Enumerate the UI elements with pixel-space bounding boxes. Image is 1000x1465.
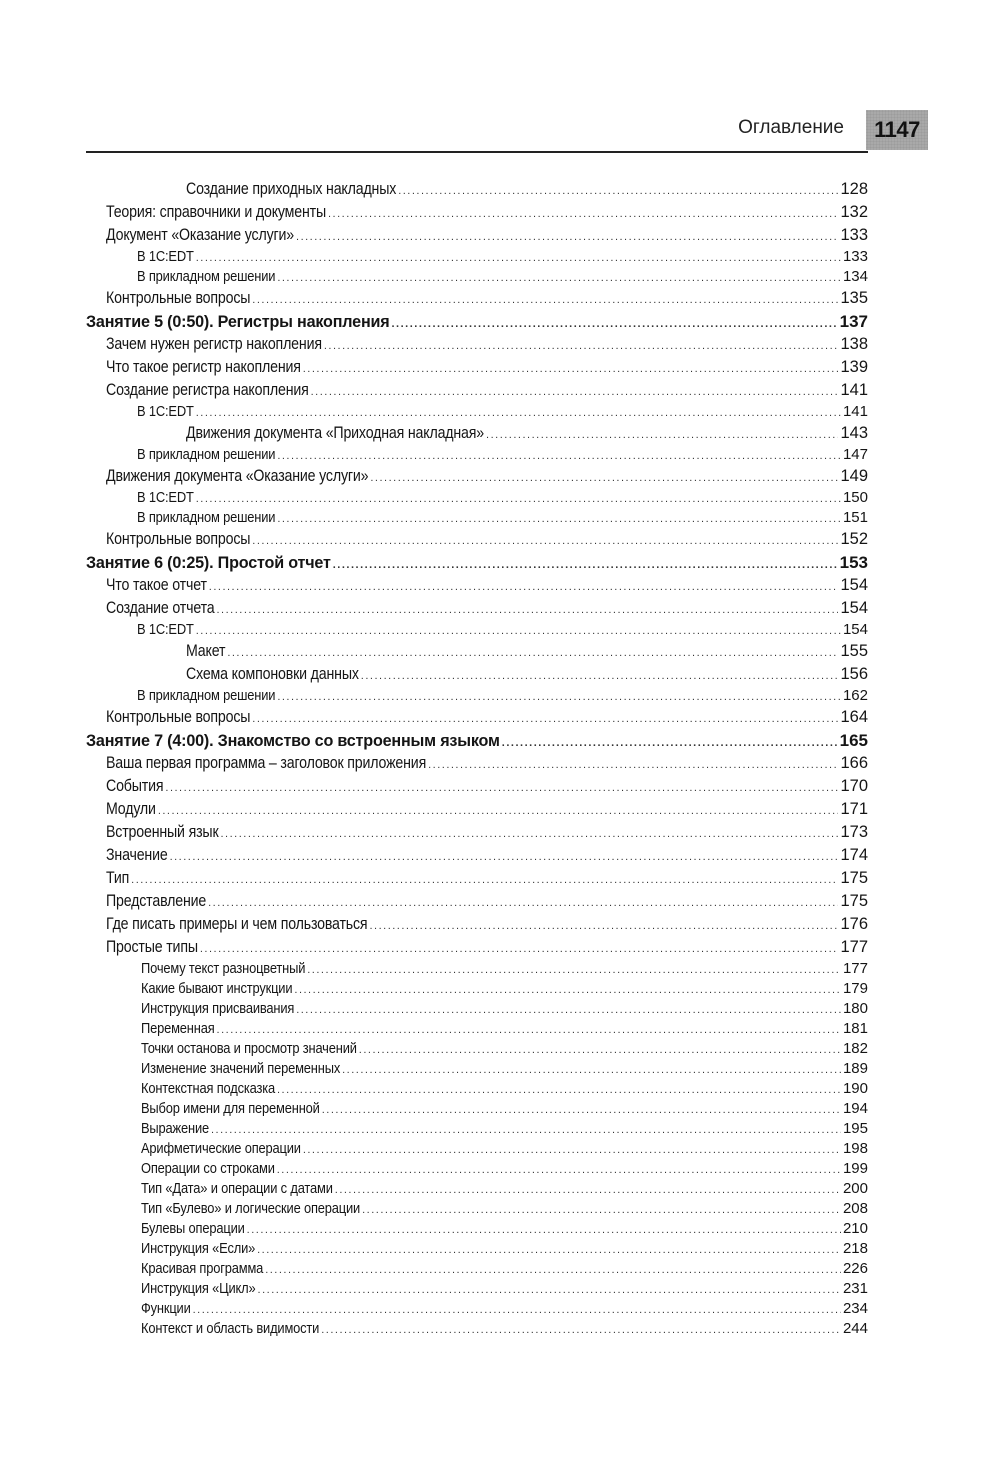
toc-page-number: 181 — [842, 1020, 868, 1037]
toc-page-number: 190 — [842, 1080, 868, 1097]
toc-entry-title: В прикладном решении — [137, 446, 276, 463]
toc-leader-dots — [277, 268, 841, 288]
toc-page-number: 170 — [840, 777, 868, 795]
toc-entry — [137, 620, 868, 640]
toc-entry-title: Занятие 6 (0:25). Простой отчет — [86, 553, 331, 572]
toc-page-number: 171 — [840, 800, 868, 818]
toc-page-number: 218 — [842, 1240, 868, 1257]
toc-entry — [106, 844, 868, 867]
toc-entry — [141, 1259, 868, 1279]
toc-entry — [186, 422, 868, 445]
toc-leader-dots — [307, 960, 841, 980]
toc-page-number: 231 — [842, 1280, 868, 1297]
toc-page-number: 154 — [840, 599, 868, 617]
toc-leader-dots — [398, 180, 838, 203]
toc-page-number: 180 — [842, 1000, 868, 1017]
toc-entry — [186, 640, 868, 663]
toc-page-number: 173 — [840, 823, 868, 841]
toc-leader-dots — [258, 1280, 841, 1300]
toc-entry — [137, 402, 868, 422]
toc-entry — [141, 999, 868, 1019]
toc-page-number: 151 — [842, 509, 868, 526]
toc-entry — [141, 959, 868, 979]
toc-leader-dots — [359, 1040, 841, 1060]
toc-page-number: 143 — [840, 424, 868, 442]
toc-entry — [137, 508, 868, 528]
toc-entry — [141, 1079, 868, 1099]
toc-entry-title: В прикладном решении — [137, 268, 276, 285]
toc-leader-dots — [221, 823, 839, 846]
toc-leader-dots — [277, 687, 841, 707]
toc-entry-title: В прикладном решении — [137, 687, 276, 704]
toc-entry-title: Контекст и область видимости — [141, 1320, 320, 1337]
toc-entry — [141, 979, 868, 999]
toc-leader-dots — [296, 1000, 841, 1020]
toc-page-number: 154 — [842, 621, 868, 638]
toc-entry — [137, 445, 868, 465]
toc-entry-title: Контекстная подсказка — [141, 1080, 275, 1097]
toc-entry — [106, 333, 868, 356]
toc-entry-title: В 1С:EDT — [137, 248, 194, 265]
toc-page-number: 177 — [840, 938, 868, 956]
toc-entry — [141, 1299, 868, 1319]
toc-entry-title: Создание отчета — [106, 599, 215, 617]
toc-page-number: 182 — [842, 1040, 868, 1057]
header-rule — [86, 151, 868, 153]
toc-entry-title: Выражение — [141, 1120, 209, 1137]
toc-entry-title: Выбор имени для переменной — [141, 1100, 320, 1117]
toc-entry-title: Создание приходных накладных — [186, 180, 397, 198]
toc-page-number: 179 — [842, 980, 868, 997]
toc-leader-dots — [208, 892, 838, 915]
toc-entry-title: Движения документа «Приходная накладная» — [186, 424, 485, 442]
toc-chapter-entry — [86, 729, 868, 752]
toc-entry — [186, 663, 868, 686]
toc-entry — [141, 1019, 868, 1039]
toc-entry-title: Простые типы — [106, 938, 198, 956]
toc-entry — [106, 936, 868, 959]
toc-entry — [106, 798, 868, 821]
toc-entry — [106, 913, 868, 936]
toc-leader-dots — [252, 530, 838, 553]
toc-entry-title: Контрольные вопросы — [106, 289, 251, 307]
toc-page-number: 128 — [840, 180, 868, 198]
toc-entry — [106, 752, 868, 775]
toc-page-number: 199 — [842, 1160, 868, 1177]
toc-entry-title: Контрольные вопросы — [106, 708, 251, 726]
toc-entry-title: Операции со строками — [141, 1160, 275, 1177]
toc-entry-title: Что такое отчет — [106, 576, 207, 594]
toc-entry — [106, 379, 868, 402]
toc-entry-title: Создание регистра накопления — [106, 381, 309, 399]
toc-leader-dots — [217, 1020, 841, 1040]
toc-entry-title: Представление — [106, 892, 207, 910]
toc-entry — [137, 686, 868, 706]
toc-entry — [141, 1219, 868, 1239]
toc-leader-dots — [257, 1240, 841, 1260]
toc-page-number: 149 — [840, 467, 868, 485]
toc-page-number: 234 — [842, 1300, 868, 1317]
toc-leader-dots — [335, 1180, 841, 1200]
toc-entry-title: Какие бывают инструкции — [141, 980, 293, 997]
toc-entry-title: В 1С:EDT — [137, 621, 194, 638]
toc-entry — [106, 224, 868, 247]
toc-entry — [106, 574, 868, 597]
toc-page-number: 198 — [842, 1140, 868, 1157]
toc-entry — [141, 1119, 868, 1139]
toc-entry — [106, 775, 868, 798]
toc-leader-dots — [217, 599, 839, 622]
toc-entry — [106, 287, 868, 310]
toc-leader-dots — [362, 1200, 841, 1220]
page-number: 1147 — [874, 117, 920, 142]
toc-entry — [141, 1279, 868, 1299]
toc-entry-title: Инструкция присваивания — [141, 1000, 295, 1017]
toc-entry-title: Документ «Оказание услуги» — [106, 226, 295, 244]
running-header-title: Оглавление — [738, 117, 844, 138]
toc-leader-dots — [265, 1260, 841, 1280]
toc-page-number: 134 — [842, 268, 868, 285]
toc-entry — [106, 867, 868, 890]
toc-leader-dots — [486, 424, 838, 447]
toc-page-number: 141 — [840, 381, 868, 399]
toc-entry — [141, 1139, 868, 1159]
toc-leader-dots — [131, 869, 838, 892]
toc-page-number: 141 — [842, 403, 868, 420]
toc-leader-dots — [252, 708, 838, 731]
toc-page-number: 139 — [840, 358, 868, 376]
toc-page-number: 208 — [842, 1200, 868, 1217]
toc-entry-title: Значение — [106, 846, 168, 864]
toc-page-number: 155 — [840, 642, 868, 660]
toc-chapter-entry — [86, 551, 868, 574]
toc-entry — [186, 178, 868, 201]
toc-entry-title: Булевы операции — [141, 1220, 245, 1237]
toc-leader-dots — [321, 1320, 841, 1340]
toc-page-number: 135 — [840, 289, 868, 307]
toc-entry — [137, 267, 868, 287]
toc-entry-title: Теория: справочники и документы — [106, 203, 326, 221]
toc-leader-dots — [311, 381, 839, 404]
toc-page-number: 150 — [842, 489, 868, 506]
toc-page-number: 133 — [840, 226, 868, 244]
toc-entry-title: Ваша первая программа – заголовок приложения — [106, 754, 427, 772]
toc-page-number: 195 — [842, 1120, 868, 1137]
toc-leader-dots — [277, 509, 841, 529]
toc-leader-dots — [196, 489, 841, 509]
toc-leader-dots — [277, 1160, 841, 1180]
toc-entry-title: Тип «Булево» и логические операции — [141, 1200, 361, 1217]
toc-entry — [106, 597, 868, 620]
toc-leader-dots — [209, 576, 839, 599]
toc-entry — [141, 1059, 868, 1079]
toc-page-number: 189 — [842, 1060, 868, 1077]
toc-leader-dots — [193, 1300, 841, 1320]
toc-entry — [106, 356, 868, 379]
toc-page-number: 210 — [842, 1220, 868, 1237]
toc-entry — [137, 488, 868, 508]
toc-page-number: 153 — [839, 553, 868, 572]
toc-chapter-entry — [86, 310, 868, 333]
toc-entry — [141, 1159, 868, 1179]
toc-leader-dots — [322, 1100, 841, 1120]
toc-page-number: 133 — [842, 248, 868, 265]
toc-page-number: 132 — [840, 203, 868, 221]
toc-entry-title: Инструкция «Цикл» — [141, 1280, 256, 1297]
toc-entry-title: Тип — [106, 869, 130, 887]
toc-leader-dots — [196, 403, 841, 423]
toc-entry-title: События — [106, 777, 164, 795]
toc-entry-title: Точки останова и просмотр значений — [141, 1040, 357, 1057]
toc-entry-title: Контрольные вопросы — [106, 530, 251, 548]
toc-entry — [106, 201, 868, 224]
toc-leader-dots — [303, 1140, 841, 1160]
toc-entry-title: Тип «Дата» и операции с датами — [141, 1180, 333, 1197]
toc-leader-dots — [200, 938, 839, 961]
toc-entry-title: Красивая программа — [141, 1260, 264, 1277]
toc-entry-title: Схема компоновки данных — [186, 665, 359, 683]
toc-page-number: 165 — [839, 731, 868, 750]
toc-leader-dots — [369, 915, 838, 938]
toc-entry — [137, 247, 868, 267]
toc-page-number: 164 — [840, 708, 868, 726]
toc-entry — [106, 528, 868, 551]
toc-entry-title: Движения документа «Оказание услуги» — [106, 467, 369, 485]
toc-leader-dots — [247, 1220, 841, 1240]
toc-entry-title: В 1С:EDT — [137, 489, 194, 506]
toc-entry-title: Переменная — [141, 1020, 215, 1037]
toc-entry — [141, 1179, 868, 1199]
toc-entry — [141, 1319, 868, 1339]
toc-leader-dots — [294, 980, 841, 1000]
toc-entry — [141, 1239, 868, 1259]
toc-entry — [106, 821, 868, 844]
toc-page-number: 244 — [842, 1320, 868, 1337]
toc-leader-dots — [303, 358, 839, 381]
toc-page-number: 147 — [842, 446, 868, 463]
toc-page-number: 152 — [840, 530, 868, 548]
toc-entry — [141, 1099, 868, 1119]
toc-entry-title: В прикладном решении — [137, 509, 276, 526]
toc-leader-dots — [277, 1080, 841, 1100]
toc-entry-title: Арифметические операции — [141, 1140, 301, 1157]
toc-leader-dots — [165, 777, 838, 800]
toc-leader-dots — [277, 446, 841, 466]
toc-entry-title: Что такое регистр накопления — [106, 358, 301, 376]
toc-entry — [106, 465, 868, 488]
toc-leader-dots — [370, 467, 838, 490]
toc-leader-dots — [196, 621, 841, 641]
toc-page-number: 137 — [839, 312, 868, 331]
toc-leader-dots — [296, 226, 838, 249]
toc-entry — [106, 890, 868, 913]
toc-entry-title: Функции — [141, 1300, 191, 1317]
toc-leader-dots — [428, 754, 838, 777]
toc-entry-title: Зачем нужен регистр накопления — [106, 335, 322, 353]
toc-page-number: 162 — [842, 687, 868, 704]
toc-entry-title: Где писать примеры и чем пользоваться — [106, 915, 368, 933]
toc-leader-dots — [252, 289, 838, 312]
toc-entry — [141, 1039, 868, 1059]
toc-page-number: 175 — [840, 869, 868, 887]
toc-page-number: 174 — [840, 846, 868, 864]
toc-page-number: 194 — [842, 1100, 868, 1117]
toc-entry-title: Занятие 7 (4:00). Знакомство со встроенным языком — [86, 731, 500, 750]
toc-entry-title: Занятие 5 (0:50). Регистры накопления — [86, 312, 390, 331]
toc-page-number: 200 — [842, 1180, 868, 1197]
toc-leader-dots — [227, 642, 838, 665]
toc-leader-dots — [211, 1120, 841, 1140]
toc-page-number: 177 — [842, 960, 868, 977]
toc-entry-title: Макет — [186, 642, 226, 660]
toc-page-number: 175 — [840, 892, 868, 910]
toc-entry — [141, 1199, 868, 1219]
toc-entry-title: Модули — [106, 800, 156, 818]
toc-page-number: 156 — [840, 665, 868, 683]
toc-leader-dots — [328, 203, 838, 226]
toc-page-number: 176 — [840, 915, 868, 933]
toc-leader-dots — [196, 248, 841, 268]
toc-entry-title: Почему текст разноцветный — [141, 960, 306, 977]
toc-entry-title: В 1С:EDT — [137, 403, 194, 420]
toc-page-number: 138 — [840, 335, 868, 353]
toc-leader-dots — [342, 1060, 841, 1080]
toc-entry-title: Изменение значений переменных — [141, 1060, 341, 1077]
toc-leader-dots — [158, 800, 839, 823]
toc-page-number: 226 — [842, 1260, 868, 1277]
toc-entry — [106, 706, 868, 729]
toc-leader-dots — [361, 665, 839, 688]
toc-page-number: 166 — [840, 754, 868, 772]
toc-leader-dots — [170, 846, 839, 869]
toc-entry-title: Инструкция «Если» — [141, 1240, 256, 1257]
page-number-badge — [866, 110, 928, 150]
toc-leader-dots — [324, 335, 839, 358]
toc-entry-title: Встроенный язык — [106, 823, 219, 841]
toc-page-number: 154 — [840, 576, 868, 594]
